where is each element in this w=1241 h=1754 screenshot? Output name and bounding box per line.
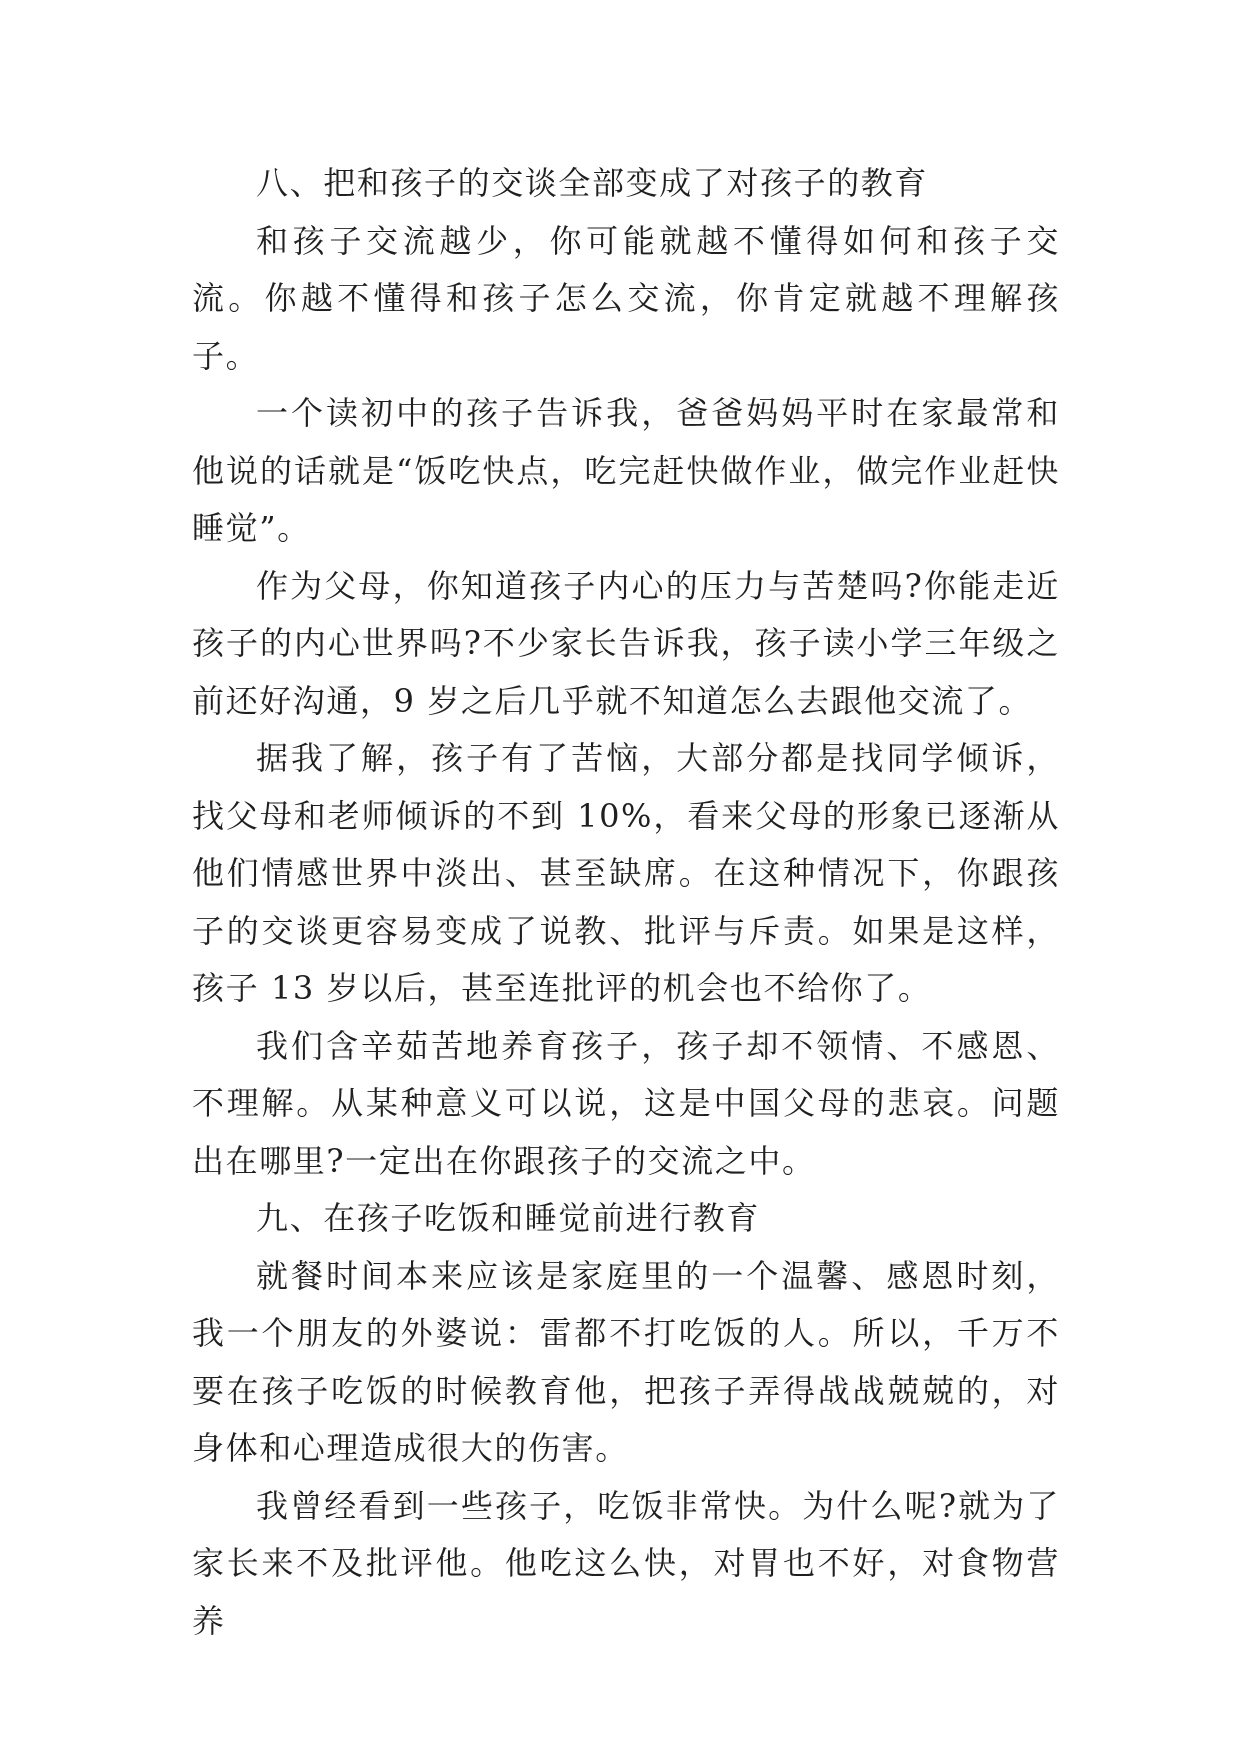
paragraph: 和孩子交流越少，你可能就越不懂得如何和孩子交流。你越不懂得和孩子怎么交流，你肯定就越不理解孩子。 bbox=[192, 221, 1060, 375]
paragraph: 我曾经看到一些孩子，吃饭非常快。为什么呢?就为了家长来不及批评他。他吃这么快，对胃也不好，对食物营养 bbox=[192, 1486, 1060, 1640]
section-heading-9: 九、在孩子吃饭和睡觉前进行教育 bbox=[256, 1199, 761, 1237]
paragraph: 据我了解，孩子有了苦恼，大部分都是找同学倾诉，找父母和老师倾诉的不到 10%，看来父母的形象已逐渐从他们情感世界中淡出、甚至缺席。在这种情况下，你跟孩子的交谈更容易变成了说教、批评与斥责。如果是这样，孩子 13 岁以后，甚至连批评的机会也不给你了。 bbox=[192, 739, 1060, 1007]
document-body bbox=[192, 155, 1060, 1650]
paragraph: 就餐时间本来应该是家庭里的一个温馨、感恩时刻，我一个朋友的外婆说：雷都不打吃饭的人。所以，千万不要在孩子吃饭的时候教育他，把孩子弄得战战兢兢的，对身体和心理造成很大的伤害。 bbox=[192, 1256, 1060, 1467]
paragraph: 我们含辛茹苦地养育孩子，孩子却不领情、不感恩、不理解。从某种意义可以说，这是中国父母的悲哀。问题出在哪里?一定出在你跟孩子的交流之中。 bbox=[192, 1026, 1060, 1180]
paragraph: 一个读初中的孩子告诉我，爸爸妈妈平时在家最常和他说的话就是“饭吃快点，吃完赶快做作业，做完作业赶快睡觉”。 bbox=[192, 394, 1060, 547]
section-heading-8: 八、把和孩子的交谈全部变成了对孩子的教育 bbox=[256, 164, 929, 202]
paragraph: 作为父母，你知道孩子内心的压力与苦楚吗?你能走近孩子的内心世界吗?不少家长告诉我，孩子读小学三年级之前还好沟通，9 岁之后几乎就不知道怎么去跟他交流了。 bbox=[192, 566, 1060, 720]
